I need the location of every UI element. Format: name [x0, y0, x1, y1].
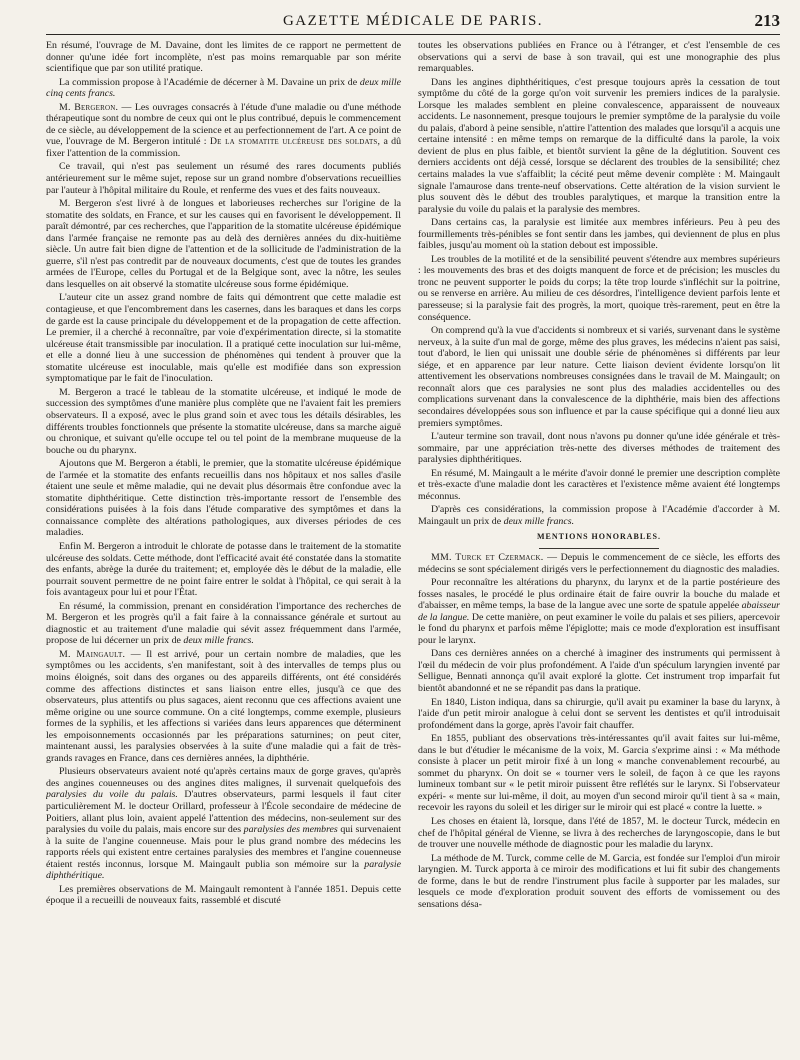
emphasis: abaisseur de la langue. [418, 600, 780, 623]
paragraph: Dans ces dernières années on a cherché à imaginer des instruments qui permissent à l'œil du médecin de voir plus profondément. A l'aide d'un spéculum laryngien inventé par Selligue, Bennati annonça qu'il avait exploré la glotte. Cet instrument trop imparfait fut bientôt abandonné et ne se répandit pas dans la pratique. [418, 648, 780, 694]
paragraph: L'auteur cite un assez grand nombre de faits qui démontrent que cette maladie est contagieuse, et que l'encombrement dans les casernes, dans les baraques et dans les corps de garde est la cause principale du développement et de la propagation de cette affection. Le premier, il a cherché à reconnaître, par voie d'expérimentation directe, si la stomatite ulcéreuse était transmissible par inoculation. Il a pratiqué cette inoculation sur lui-même, et elle a donné lieu à une succession de phénomènes qui tendent à prouver que la stomatite ulcéreuse est inoculable, mais qu'elle est modifiée dans son expression symptomatique par le fait de l'inoculation. [46, 292, 401, 385]
paragraph: M. Bergeron a tracé le tableau de la stomatite ulcéreuse, et indiqué le mode de succession des symptômes d'une manière plus complète que ne l'avaient fait les premiers observateurs. Il a exposé, avec le plus grand soin et avec tous les détails désirables, les différents troubles fonctionnels que présente la stomatite ulcéreuse, dans sa marche aiguë ou chronique, et suivant qu'elle occupe tel ou tel point de la membrane muqueuse de la bouche ou du pharynx. [46, 386, 401, 456]
paragraph: En résumé, l'ouvrage de M. Davaine, dont les limites de ce rapport ne permettent de donner qu'une idée fort incomplète, n'est pas moins remarquable par son mérite scientifique que par son utilité pratique. [46, 40, 401, 75]
prize-amount: deux mille cinq cents francs. [46, 76, 401, 100]
paragraph: En 1855, publiant des observations très-intéressantes qu'il avait faites sur lui-même, dans le but d'étudier le mécanisme de la voix, M. Garcia s'exprime ainsi : « Ma méthode consiste à placer un petit miroir fixé à un long « manche convenablement recourbé, au sommet du pharynx. On doit se « tourner vers le soleil, de façon à ce que les rayons lumineux tombant sur « le petit miroir puissent être reflétés sur le larynx. Si l'observateur expéri- « mente sur lui-même, il doit, au moyen d'un second miroir qu'il tient à sa « main, recevoir les rayons du soleil et les diriger sur le miroir qui est placé « contre la luette. » [418, 733, 780, 814]
paragraph: En résumé, M. Maingault a le mérite d'avoir donné le premier une description complète et très-exacte d'une maladie dont les caractères et l'existence même avaient été longtemps méconnus. [418, 467, 780, 502]
section-heading: MENTIONS HONORABLES. [536, 532, 662, 542]
paragraph: Ajoutons que M. Bergeron a établi, le premier, que la stomatite ulcéreuse épidémique de l'armée et la stomatite des enfants recueillis dans nos hôpitaux et nos salles d'asile étaient une seule et même maladie, qui ne devait plus désormais être confondue avec la stomatite diphthéritique. Cette distinction très-importante ressort de l'ensemble des considérations puisées à la fois dans l'étude comparative des symptômes et dans la connaissance complète des altérations pathologiques, aux diverses périodes de ces maladies. [46, 458, 401, 539]
prize-amount: deux mille francs. [503, 515, 575, 527]
heading-rule [539, 548, 659, 549]
emphasis: paralysies du voile du palais. [46, 789, 178, 801]
paragraph-text: D'après ces considérations, la commission propose à l'Académie d'accorder à M. Maingault un prix de [418, 504, 780, 527]
paragraph: La méthode de M. Turck, comme celle de M. Garcia, est fondée sur l'emploi d'un miroir laryngien. M. Turck apporta à ce miroir des modifications et lui fit subir des changements de forme, dans le but de rendre l'instrument plus facile à supporter par les malades, sur lesquels ce mode d'exploration produit souvent des efforts de vomissement ou des sensations désa- [418, 852, 780, 910]
paragraph-text: a dû fixer l'attention de la commission. [46, 136, 401, 159]
paragraph: Enfin M. Bergeron a introduit le chlorate de potasse dans le traitement de la stomatite ulcéreuse des soldats. Cette méthode, dont l'efficacité avait été constatée dans la stomatite des enfants, abrège la durée du traitement; et, employée dès le début de la maladie, elle pourrait souvent permettre de ne point faire entrer le soldat à l'hôpital, ce qui serait à la fois avantageux pour lui et pour l'État. [46, 540, 401, 599]
paragraph-text: — Depuis le commencement de ce siècle, les efforts des médecins se sont spécialement dirigés vers le perfectionnement du diagnostic des maladies. [418, 551, 780, 575]
paragraph: Dans certains cas, la paralysie est limitée aux membres inférieurs. Peu à peu des fourmillements très-pénibles se font sentir dans les jambes, qui deviennent de plus en plus faibles, jusqu'au moment où la station debout est impossible. [418, 217, 780, 252]
page-number: 213 [754, 11, 780, 30]
emphasis: paralysies des membres [243, 824, 338, 836]
paragraph: Les choses en étaient là, lorsque, dans l'été de 1857, M. le docteur Turck, médecin en chef de l'hôpital général de Vienne, se livra à des recherches de laryngoscopie, dans le but de trouver une nouvelle méthode de diagnostic pour les maladie du larynx. [418, 816, 780, 851]
emphasis: paralysie diphthéritique. [46, 858, 401, 882]
paragraph [46, 601, 401, 647]
paragraph-text: D'autres observateurs, parmi lesquels il faut citer particulièrement M. le docteur Orillard, professeur à l'École secondaire de médecine de Poitiers, allant plus loin, avaient appelé l'attention des médecins, non-seulement sur des paralysies du voile du palais, mais encore sur des [46, 789, 401, 836]
author-name: M. Bergeron. [59, 101, 119, 113]
paragraph: Dans les angines diphthéritiques, c'est presque toujours après la cessation de tout symptôme du côté de la gorge qu'on voit survenir les premiers indices de la paralysie. Lorsque les malades semblent en pleine convalescence, apparaissent de nouveaux accidents. Le nasonnement, presque toujours le premier symptôme de la paralysie du voile du palais, d'abord à peine sensible, n'attire l'attention des malades que lorsqu'il a acquis une certaine intensité : en même temps on remarque de la difficulté dans la parole, la voix devient de plus en plus faible, et bientôt survient la gêne de la déglutition. Souvent ces derniers accidents ont déjà cessé, lorsque se déclarent des troubles de la sensibilité; chez certains malades la vue s'affaiblit; la cécité peut même devenir complète : M. Maingault signale l'amaurose dans trente-neuf observations. Cette altération de la vision survient le plus souvent dès le début des troubles paralytiques, et marque la transition entre la paralysie du voile du palais et la paralysie des membres. [418, 76, 780, 215]
left-column [46, 40, 401, 1054]
paragraph-turck-intro [418, 552, 780, 575]
paragraph: Ce travail, qui n'est pas seulement un résumé des rares documents publiés antérieurement sur le même sujet, repose sur un grand nombre d'observations recueillies par l'auteur à l'hôpital militaire du Roule, et renferme des vues et des faits nouveaux. [46, 161, 401, 196]
paragraph: toutes les observations publiées en France ou à l'étranger, et c'est l'ensemble de ces observations qui a servi de base à son travail, qui est une monographie des plus remarquables. [418, 40, 780, 75]
author-name: MM. Turck et Czermack. [431, 551, 544, 563]
paragraph-text: La commission propose à l'Académie de décerner à M. Davaine un prix de [59, 76, 358, 88]
paragraph-text: — Les ouvrages consacrés à l'étude d'une maladie ou d'une méthode thérapeutique sont du nombre de ceux qui ont le plus contribué, depuis le commencement de ce siècle, au développement de la science et au perfectionnement de l'art. A ce point de vue, l'ouvrage de M. Bergeron intitulé : [46, 101, 401, 148]
paragraph-bergeron-intro [46, 102, 401, 160]
paragraph-text: Pour reconnaître les altérations du pharynx, du larynx et de la partie postérieure des fosses nasales, le procédé le plus ordinaire était de faire ouvrir la bouche du malade et d'abaisser, en même temps, la base de la langue avec une sorte de spatule appelée [418, 577, 780, 612]
prize-amount: deux mille francs. [183, 635, 254, 647]
paragraph-text: Plusieurs observateurs avaient noté qu'après certains maux de gorge graves, qu'après des angines couenneuses ou des angines dites malignes, il survenait quelquefois des [46, 766, 401, 789]
paragraph-maingault-intro [46, 649, 401, 764]
paragraph: Les premières observations de M. Maingault remontent à l'année 1851. Depuis cette époque il a recueilli de nouveaux faits, rassemblé et discuté [46, 883, 401, 907]
paragraph: Les troubles de la motilité et de la sensibilité peuvent s'étendre aux membres supérieurs : les mouvements des bras et des doigts manquent de force et de précision; les muscles du tronc ne peuvent supporter le poids du corps; la tête trop lourde s'infléchit sur la poitrine, ou se renverse en arrière. Au milieu de ces désordres, l'intelligence devient parfois lente et paresseuse; si la paralysie fait des progrès, la mort, quoique très-rarement, peut en être la conséquence. [418, 253, 780, 323]
right-column [418, 40, 780, 1054]
paragraph: M. Bergeron s'est livré à de longues et laborieuses recherches sur l'origine de la stomatite des soldats, en France, et sur les causes qui en favorisent le développement. Il paraît démontré, par ces recherches, que l'apparition de la stomatite ulcéreuse épidémique dans l'armée française ne remonte pas au delà des dernières années du dix-huitième siècle. Un autre fait bien digne de l'attention et de la sollicitude de l'administration de la guerre, s'il n'est pas contredit par de nouveaux documents, c'est que de toutes les grandes armées de l'Europe, celles du Portugal et de la Belgique sont, avec la nôtre, les seules dans lesquelles on ait observé la stomatite ulcéreuse sous forme épidémique. [46, 198, 401, 290]
paragraph-text: En résumé, la commission, prenant en considération l'importance des recherches de M. Bergeron et les progrès qu'il a fait faire à la connaissance générale et surtout au diagnostic et au traitement d'une maladie qui sévit assez fréquemment dans l'armée, propose de lui décerner un prix de [46, 600, 401, 647]
paragraph [46, 77, 401, 100]
paragraph: L'auteur termine son travail, dont nous n'avons pu donner qu'une idée générale et très-sommaire, par une appréciation très-nette des diverses méthodes de traitement des paralysies diphthéritiques. [418, 431, 780, 466]
work-title: De la stomatite ulcéreuse des soldats, [209, 136, 381, 148]
running-title: GAZETTE MÉDICALE DE PARIS. [282, 13, 544, 29]
paragraph [46, 766, 401, 881]
paragraph [418, 577, 780, 646]
paragraph [418, 504, 780, 527]
paragraph-text: De cette manière, on peut examiner le voile du palais et ses piliers, apercevoir le fond du pharynx et parfois même l'épiglotte; mais ce mode d'exploration est insuffisant pour le larynx. [418, 611, 780, 646]
paragraph: En 1840, Liston indiqua, dans sa chirurgie, qu'il avait pu examiner la base du larynx, à l'aide d'un petit miroir analogue à celui dont se servent les dentistes et qu'il introduisait profondément dans la gorge, après l'avoir fait chauffer. [418, 696, 780, 731]
author-name: M. Maingault. [59, 648, 126, 660]
page-header [46, 8, 780, 35]
paragraph-text: qui survenaient à la suite de l'angine couenneuse. Mais pour le plus grand nombre des médecins les rapports réels qui existent entre certaines paralysies des membres et l'angine couenneuse étaient restés inconnus, lorsque M. Maingault publia son mémoire sur la [46, 824, 401, 870]
paragraph-text: — Il est arrivé, pour un certain nombre de maladies, que les symptômes ou les accidents, s'en manifestant, soit à des intervalles de temps plus ou moins éloignés, soit dans des organes ou des appareils différents, ont été considérés comme des affections distinctes et sans liaison entre elles, jusqu'à ce que des observateurs, plus attentifs ou plus sagaces, aient reconnu que ces affections avaient une même origine ou une source commune. On a cité longtemps, comme exemple, plusieurs formes de la syphilis, et les affections si variées dans leurs apparences que déterminent les empoisonnements occasionnés par les préparations saturnines; on peut citer, maintenant aussi, les paralysies observées à la suite d'une maladie qui a fait de très-grands ravages en France, dans ces dernières années, la diphthérie. [46, 648, 401, 764]
paragraph: On comprend qu'à la vue d'accidents si nombreux et si variés, survenant dans le système nerveux, à la suite d'un mal de gorge, même des plus graves, les médecins n'aient pas saisi, tout d'abord, le lien qui unissait une double série de phénomènes si différents par leur siége, et en apparence par leur nature. Cette liaison devient évidente lorsqu'on lit attentivement les observations nombreuses consignées dans le travail de M. Maingault; on reconnaît alors que ces paralysies ne sont plus des maladies accidentelles ou des complications survenant dans la convalescence de la diphthérie, mais bien des affections secondaires développées sous son influence et par la cause spécifique qui a donné lieu aux premiers symptômes. [418, 325, 780, 429]
